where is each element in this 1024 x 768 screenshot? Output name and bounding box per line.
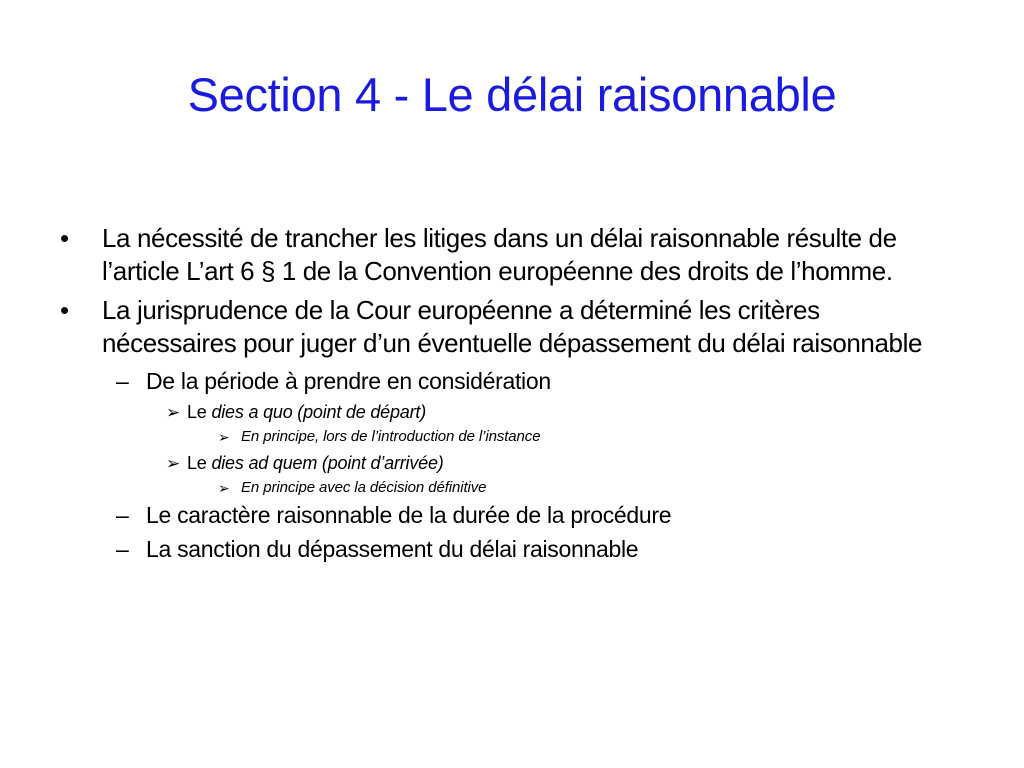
arrow-bullet-prefix: Le (187, 453, 212, 473)
arrow-bullet-italic: dies a quo (point de départ) (211, 402, 426, 422)
arrow-bullet-icon: ➢ (218, 429, 230, 445)
slide-title: Section 4 - Le délai raisonnable (187, 68, 837, 121)
bullet-dot-icon: • (60, 223, 69, 253)
sub-bullet-text: De la période à prendre en considération (146, 368, 551, 394)
sub-bullet-item (58, 500, 958, 530)
detail-bullet-item (58, 427, 958, 447)
bullet-text: La nécessité de trancher les litiges dans un délai raisonnable résulte de l’article L’art 6 § 1 de la Convention européenne des droits de l’homme. (102, 223, 897, 286)
arrow-bullet-icon: ➢ (218, 480, 230, 496)
slide-body (58, 222, 958, 568)
sub-bullet-item (58, 366, 958, 396)
arrow-bullet-prefix: Le (187, 402, 212, 422)
sub-bullet-text: La sanction du dépassement du délai raisonnable (146, 536, 639, 562)
arrow-bullet-italic: dies ad quem (point d’arrivée) (211, 453, 444, 473)
detail-bullet-text: En principe, lors de l’introduction de l’instance (241, 428, 541, 445)
arrow-bullet-icon: ➢ (166, 403, 181, 422)
sub-bullet-text: Le caractère raisonnable de la durée de la procédure (146, 502, 672, 528)
dash-icon: – (116, 536, 129, 562)
bullet-dot-icon: • (60, 295, 69, 325)
arrow-bullet-item (58, 400, 958, 424)
bullet-item (58, 222, 958, 288)
bullet-item (58, 294, 958, 360)
bullet-text: La jurisprudence de la Cour européenne a déterminé les critères nécessaires pour juger d’un éventuelle dépassement du délai raisonnable (102, 295, 923, 358)
arrow-bullet-item (58, 451, 958, 475)
sub-bullet-item (58, 534, 958, 564)
dash-icon: – (116, 368, 129, 394)
detail-bullet-text: En principe avec la décision définitive (241, 479, 487, 496)
dash-icon: – (116, 502, 129, 528)
detail-bullet-item (58, 478, 958, 498)
arrow-bullet-icon: ➢ (166, 454, 181, 473)
